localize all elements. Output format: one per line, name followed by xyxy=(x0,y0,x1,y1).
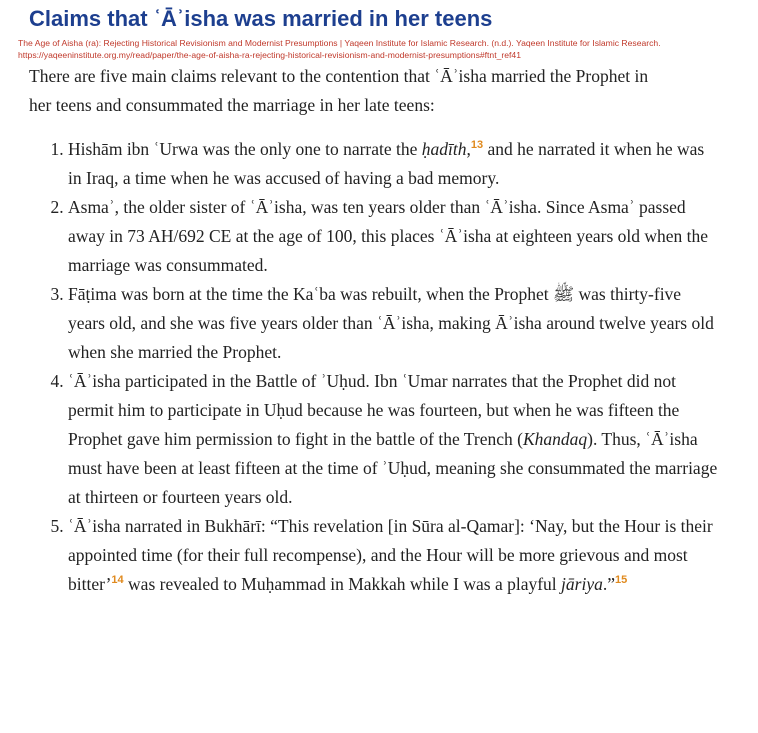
claim-item-1 xyxy=(68,135,718,193)
claim-2-text: Asmaʾ, the older sister of ʿĀʾisha, was ten years older than ʿĀʾisha. Since Asmaʾ passed away in 73 AH/692 CE at the age of 100, this places ʿĀʾisha at eighteen years old when the marriage was consummated. xyxy=(68,197,709,275)
footnote-link-14[interactable]: 14 xyxy=(111,574,124,587)
claim-1-italic: ḥadīth xyxy=(421,139,467,159)
claims-list xyxy=(29,135,718,599)
claim-1-text-b: , xyxy=(466,139,471,159)
claim-4-text-a: ʿĀʾisha participated in the Battle of ʾUḥud. Ibn ʿUmar narrates that the Prophet did not permit him to participate in Uḥud because he was fourteen, but when he was fifteen the Prophet gave him permission to fight in the battle of the Trench ( xyxy=(68,371,680,449)
claim-item-2 xyxy=(68,193,718,280)
citation-reference: The Age of Aisha (ra): Rejecting Historical Revisionism and Modernist Presumptions | Yaqeen Institute for Islamic Research. (n.d.). Yaqeen Institute for Islamic Research. xyxy=(18,38,661,48)
claim-item-5 xyxy=(68,512,718,599)
claim-item-3 xyxy=(68,280,718,367)
claim-item-4 xyxy=(68,367,718,512)
citation-url[interactable]: https://yaqeeninstitute.org.my/read/paper/the-age-of-aisha-ra-rejecting-historical-revisionism-and-modernist-presumptions#ftnt_ref41 xyxy=(18,49,521,60)
claim-5-text-a: ʿĀʾisha narrated in Bukhārī: “This revelation [in Sūra al-Qamar]: ‘Nay, but the Hour is their appointed time (for their full recompense), and the Hour will be more grievous and most bitter’ xyxy=(68,516,713,594)
footnote-link-13[interactable]: 13 xyxy=(470,139,484,152)
claim-4-italic: Khandaq xyxy=(522,429,588,449)
claim-1-text-a: Hishām ibn ʿUrwa was the only one to narrate the xyxy=(68,139,422,159)
section-title: Claims that ʿĀʾisha was married in her teens xyxy=(29,6,493,31)
footnote-link-15[interactable]: 15 xyxy=(615,574,628,587)
claim-1-text-c: and he narrated it when he was in Iraq, a time when he was accused of having a bad memory. xyxy=(68,139,705,188)
claim-5-text-c: .” xyxy=(602,574,616,594)
intro-paragraph: There are five main claims relevant to the contention that ʿĀʾisha married the Prophet in her teens and consummated the marriage in her late teens: xyxy=(29,66,649,115)
claim-3-text: Fāṭima was born at the time the Kaʿba was rebuilt, when the Prophet ﷺ was thirty-five years old, and she was five years older than ʿĀʾisha, making Āʾisha around twelve years old when she married the Prophet. xyxy=(68,284,714,362)
claim-5-italic: jāriya xyxy=(561,574,603,594)
source-citation xyxy=(18,38,748,61)
claim-4-text-b: ). Thus, ʿĀʾisha must have been at least fifteen at the time of ʾUḥud, meaning she consummated the marriage at thirteen or fourteen years old. xyxy=(68,429,718,507)
claim-5-text-b: was revealed to Muḥammad in Makkah while I was a playful xyxy=(123,574,562,594)
